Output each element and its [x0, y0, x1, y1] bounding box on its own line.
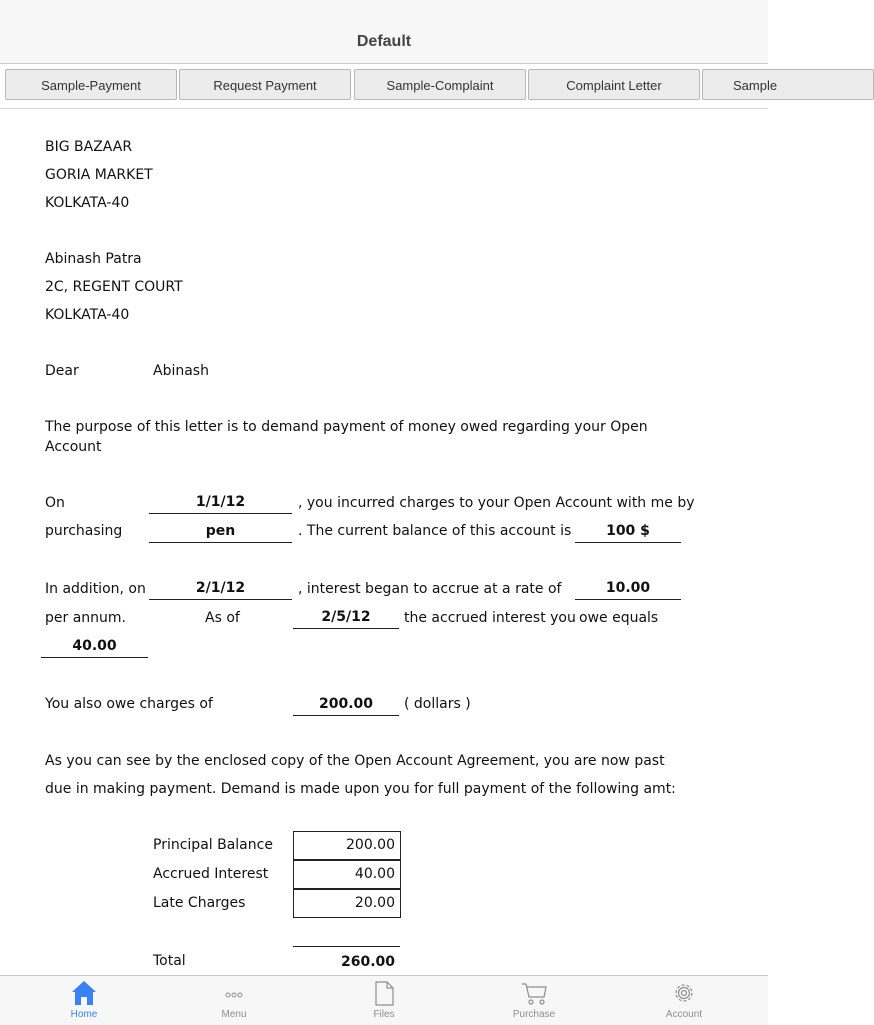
incurred-text: , you incurred charges to your Open Account with me by — [298, 495, 695, 511]
sender-line: BIG BAZAAR — [45, 139, 133, 155]
file-icon — [370, 980, 398, 1006]
purpose-text: The purpose of this letter is to demand payment of money owed regarding your Open — [45, 419, 648, 435]
as-of-label: As of — [205, 610, 240, 626]
summary-value[interactable]: 20.00 — [293, 889, 401, 918]
tab-sample-payment[interactable]: Sample-Payment — [5, 69, 177, 100]
past-due-text: As you can see by the enclosed copy of the Open Account Agreement, you are now past — [45, 753, 665, 769]
gear-icon — [670, 980, 698, 1006]
template-tabs — [0, 64, 778, 109]
summary-label: Late Charges — [153, 895, 246, 911]
recipient-first-name: Abinash — [153, 363, 209, 379]
tab-home[interactable] — [24, 976, 144, 1025]
dollars-text: ( dollars ) — [404, 696, 471, 712]
tab-label: Account — [665, 1009, 703, 1020]
total-label: Total — [153, 953, 186, 969]
as-of-date-field[interactable]: 2/5/12 — [293, 608, 399, 629]
letter-document — [0, 109, 768, 975]
tab-sample-complaint[interactable]: Sample-Complaint — [354, 69, 526, 100]
tab-complaint-letter[interactable]: Complaint Letter — [528, 69, 700, 100]
tab-label: Menu — [221, 1009, 247, 1020]
summary-value[interactable]: 200.00 — [293, 831, 401, 860]
tab-purchase[interactable] — [474, 976, 594, 1025]
purchasing-label: purchasing — [45, 523, 123, 539]
on-label: On — [45, 495, 65, 511]
recipient-line: Abinash Patra — [45, 251, 142, 267]
bottom-tab-bar — [0, 975, 768, 1025]
tab-sample[interactable]: Sample — [702, 69, 874, 100]
cart-icon — [520, 980, 548, 1006]
tab-menu[interactable] — [174, 976, 294, 1025]
charge-date-field[interactable]: 1/1/12 — [149, 493, 292, 514]
accrued-amount-field[interactable]: 40.00 — [41, 637, 148, 658]
item-field[interactable]: pen — [149, 522, 292, 543]
balance-field[interactable]: 100 $ — [575, 522, 681, 543]
owe-equals-text: owe equals — [579, 610, 659, 626]
accrued-text: the accrued interest you — [404, 610, 576, 626]
more-icon — [220, 980, 248, 1006]
tab-files[interactable] — [324, 976, 444, 1025]
interest-text: , interest began to accrue at a rate of — [298, 581, 562, 597]
interest-rate-field[interactable]: 10.00 — [575, 579, 681, 600]
recipient-line: KOLKATA-40 — [45, 307, 130, 323]
summary-label: Principal Balance — [153, 837, 273, 853]
tab-label: Files — [373, 1009, 395, 1020]
tab-request-payment[interactable]: Request Payment — [179, 69, 351, 100]
charges-field[interactable]: 200.00 — [293, 695, 399, 716]
interest-start-field[interactable]: 2/1/12 — [149, 579, 292, 600]
summary-value[interactable]: 40.00 — [293, 860, 401, 889]
recipient-line: 2C, REGENT COURT — [45, 279, 183, 295]
owe-charges-label: You also owe charges of — [45, 696, 213, 712]
purpose-text: Account — [45, 439, 102, 455]
balance-text: . The current balance of this account is — [298, 523, 572, 539]
in-addition-label: In addition, on — [45, 581, 146, 597]
tab-label: Home — [70, 1009, 98, 1020]
navigation-bar — [0, 0, 768, 64]
total-divider — [293, 946, 400, 947]
salutation: Dear — [45, 363, 79, 379]
tab-account[interactable] — [624, 976, 744, 1025]
home-icon — [70, 980, 98, 1006]
page-title: Default — [356, 33, 412, 50]
past-due-text: due in making payment. Demand is made upon you for full payment of the following amt: — [45, 781, 676, 797]
sender-line: GORIA MARKET — [45, 167, 153, 183]
tab-label: Purchase — [512, 1009, 556, 1020]
sender-line: KOLKATA-40 — [45, 195, 130, 211]
total-value: 260.00 — [340, 954, 395, 970]
per-annum-label: per annum. — [45, 610, 126, 626]
summary-label: Accrued Interest — [153, 866, 269, 882]
